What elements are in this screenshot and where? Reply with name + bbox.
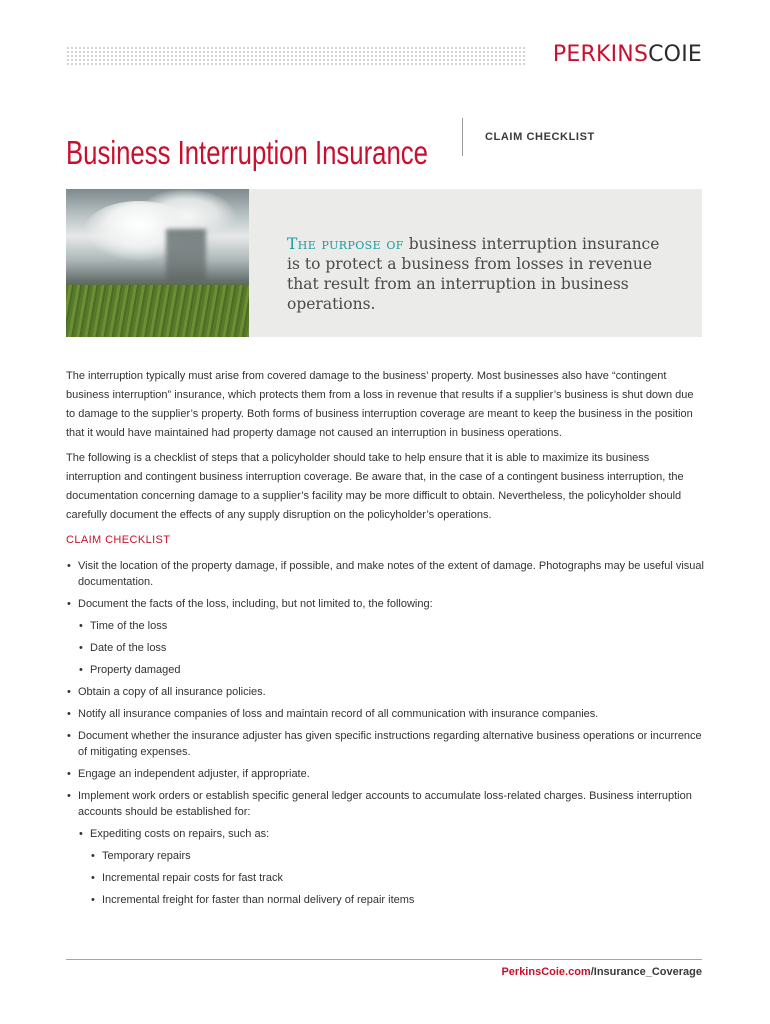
dotted-header-pattern xyxy=(66,46,526,66)
hero-text: business interruption insurance is to protect a business from losses in revenue that result from an interruption in business operations. xyxy=(287,235,660,313)
hero-lead: The purpose of xyxy=(287,235,404,253)
checklist-heading: CLAIM CHECKLIST xyxy=(66,534,171,546)
checklist-item: • Document whether the insurance adjuster has given specific instructions regarding alternative business operations or incurrence of mitigating expenses. xyxy=(66,728,706,760)
storm-field-photo xyxy=(66,189,249,337)
checklist-subitem: • Date of the loss xyxy=(78,640,706,656)
footer-divider xyxy=(66,959,702,960)
title-divider xyxy=(462,118,463,156)
photo-field xyxy=(66,285,249,337)
checklist-subitem: • Time of the loss xyxy=(78,618,706,634)
footer-link[interactable] xyxy=(501,966,702,978)
hero-banner xyxy=(66,189,702,337)
checklist-subsubitem: • Incremental repair costs for fast track xyxy=(90,870,706,886)
checklist-subitem: • Expediting costs on repairs, such as: xyxy=(78,826,706,842)
footer-link-domain[interactable]: PerkinsCoie.com xyxy=(501,966,591,978)
page-subtitle: CLAIM CHECKLIST xyxy=(485,131,595,143)
hero-statement xyxy=(287,234,677,314)
checklist-item: • Visit the location of the property damage, if possible, and make notes of the extent of damage. Photographs may be useful visual documentation. xyxy=(66,558,706,590)
logo-part-perkins: PERKINS xyxy=(552,42,649,67)
checklist-subsubitem: • Temporary repairs xyxy=(90,848,706,864)
checklist-subitem: • Property damaged xyxy=(78,662,706,678)
claim-checklist xyxy=(66,558,706,914)
checklist-item: • Implement work orders or establish specific general ledger accounts to accumulate loss-related charges. Business interruption accounts should be established for: xyxy=(66,788,706,820)
checklist-item: • Notify all insurance companies of loss and maintain record of all communication with insurance companies. xyxy=(66,706,706,722)
intro-paragraph: The interruption typically must arise from covered damage to the business’ property. Most businesses also have “contingent business interruption” insurance, which protects them from a loss in revenue that results if a supplier’s business is shut down due to damage to the supplier’s property. Both forms of business interruption coverage are meant to keep the business in the position that it would have maintained had property damage not caused an interruption in business operations. xyxy=(66,370,694,439)
footer-link-path[interactable]: /Insurance_Coverage xyxy=(590,966,702,978)
logo-part-coie: COIE xyxy=(648,42,702,67)
intro-paragraph: The following is a checklist of steps that a policyholder should take to help ensure that it is able to maximize its business interruption and contingent business interruption coverage. Be aware that, in the case of a contingent business interruption, the documentation concerning damage to a supplier’s facility may be more difficult to obtain. Nevertheless, the policyholder should carefully document the effects of any supply disruption on the policyholder’s operations. xyxy=(66,452,684,521)
checklist-item: • Engage an independent adjuster, if appropriate. xyxy=(66,766,706,782)
checklist-item: • Document the facts of the loss, including, but not limited to, the following: xyxy=(66,596,706,612)
intro-body xyxy=(66,367,702,531)
page-title: Business Interruption Insurance xyxy=(66,134,429,172)
checklist-subsubitem: • Incremental freight for faster than normal delivery of repair items xyxy=(90,892,706,908)
photo-storm xyxy=(166,229,206,281)
perkins-coie-logo xyxy=(553,42,702,67)
checklist-item: • Obtain a copy of all insurance policies. xyxy=(66,684,706,700)
